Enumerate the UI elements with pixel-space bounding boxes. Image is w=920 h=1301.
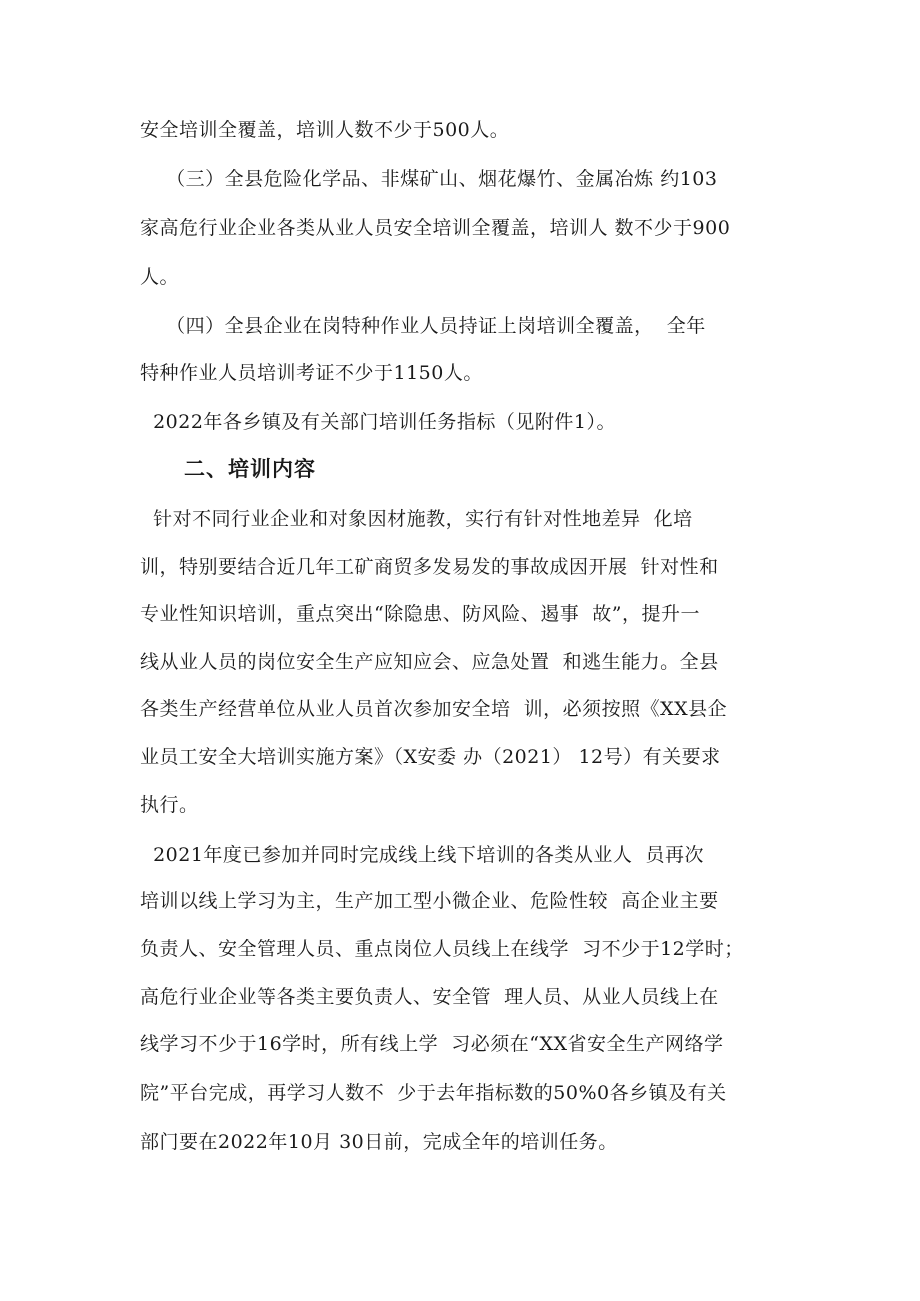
- text-line: 专业性知识培训，重点突出“除隐患、防风险、遏事 故”，提升一: [140, 603, 701, 625]
- text-line: 线从业人员的岗位安全生产应知应会、应急处置 和逃生能力。全县: [140, 651, 719, 673]
- text-line: （四）全县企业在岗特种作业人员持证上岗培训全覆盖， 全年: [140, 315, 706, 337]
- text-line: 负责人、安全管理人员、重点岗位人员线上在线学 习不少于12学时；: [140, 938, 744, 960]
- text-line: （三）全县危险化学品、非煤矿山、烟花爆竹、金属冶炼 约103: [140, 168, 718, 190]
- text-line: 高危行业企业等各类主要负责人、安全管 理人员、从业人员线上在: [140, 986, 719, 1008]
- text-line: 2021年度已参加并同时完成线上线下培训的各类从业人 员再次: [140, 844, 705, 866]
- text-line: 家高危行业企业各类从业人员安全培训全覆盖，培训人 数不少于900: [140, 217, 731, 239]
- text-line: 院”平台完成，再学习人数不 少于去年指标数的50%0各乡镇及有关: [140, 1082, 727, 1104]
- text-line: 针对不同行业企业和对象因材施教，实行有针对性地差异 化培: [140, 508, 693, 530]
- text-line: 业员工安全大培训实施方案》（X安委 办（2021） 12号）有关要求: [140, 746, 721, 768]
- text-line: 人。: [140, 266, 180, 288]
- text-line: 特种作业人员培训考证不少于1150人。: [140, 362, 483, 384]
- text-line: 执行。: [140, 794, 199, 816]
- text-line: 线学习不少于16学时，所有线上学 习必须在“XX省安全生产网络学: [140, 1033, 724, 1055]
- text-line: 各类生产经营单位从业人员首次参加安全培 训，必须按照《XX县企: [140, 698, 728, 720]
- text-line: 培训以线上学习为主，生产加工型小微企业、危险性较 高企业主要: [140, 890, 719, 912]
- text-line: 训，特别要结合近几年工矿商贸多发易发的事故成因开展 针对性和: [140, 556, 719, 578]
- text-line: 安全培训全覆盖，培训人数不少于500人。: [140, 119, 510, 141]
- section-heading: 二、培训内容: [184, 457, 316, 481]
- text-line: 2022年各乡镇及有关部门培训任务指标（见附件1）。: [140, 411, 617, 433]
- text-line: 部门要在2022年10月 30日前，完成全年的培训任务。: [140, 1131, 618, 1153]
